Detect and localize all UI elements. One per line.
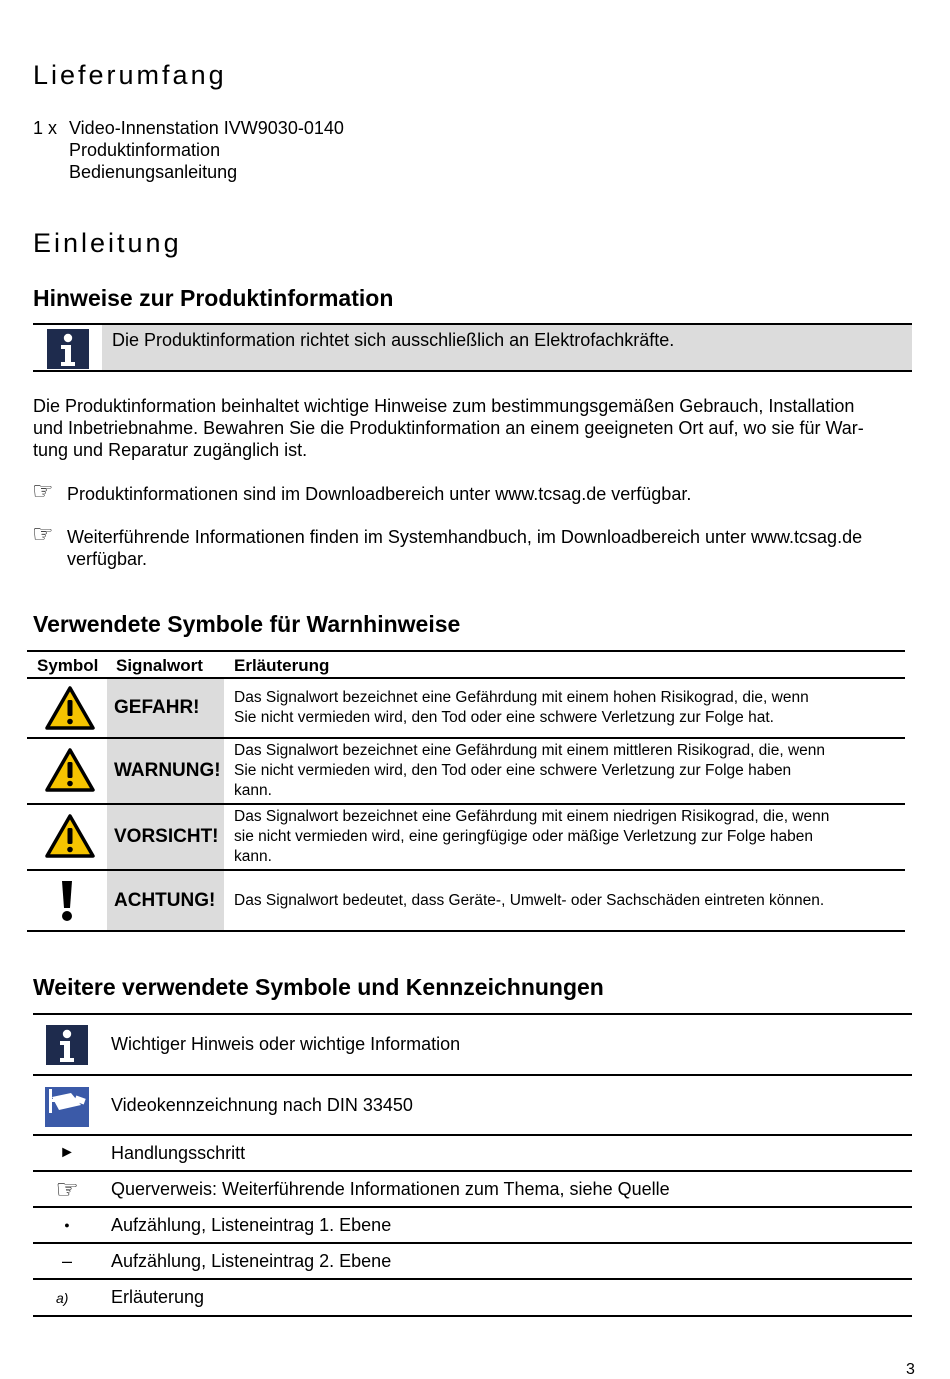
delivery-quantity: 1 x — [33, 118, 58, 138]
arrow-right-icon: ► — [59, 1144, 75, 1161]
signal-description — [234, 871, 901, 930]
table-row — [27, 679, 905, 739]
symbol-description: Wichtiger Hinweis oder wichtige Information — [111, 1034, 461, 1054]
section-title-einleitung: Einleitung — [33, 228, 182, 258]
delivery-item: Produktinformation — [69, 140, 221, 160]
reference-note: Produktinformationen sind im Downloadbereich unter www.tcsag.de verfügbar. — [67, 484, 692, 504]
symbol-description: Handlungsschritt — [111, 1142, 246, 1163]
table-row — [27, 805, 905, 871]
signal-word: ACHTUNG! — [107, 871, 224, 930]
signal-word: WARNUNG! — [107, 739, 224, 803]
table-row — [33, 1172, 912, 1208]
paragraph-line: und Inbetriebnahme. Bewahren Sie die Produktinformation an einem geeigneten Ort auf, wo sie für War- — [33, 418, 864, 438]
reference-line: Weiterführende Informationen finden im Systemhandbuch, im Downloadbereich unter www.tcsag.de — [67, 527, 863, 547]
description-line: Das Signalwort bezeichnet eine Gefährdung mit einem hohen Risikograd, die, wenn — [234, 689, 809, 706]
bullet-icon: ● — [64, 1220, 70, 1230]
warning-triangle-icon — [44, 813, 96, 859]
paragraph-line: tung und Reparatur zugänglich ist. — [33, 440, 308, 460]
warning-triangle-icon — [44, 685, 96, 731]
signal-description — [234, 805, 901, 869]
symbol-description: Erläuterung — [111, 1287, 205, 1307]
table-row — [27, 871, 905, 932]
paragraph-line: Die Produktinformation beinhaltet wichtige Hinweise zum bestimmungsgemäßen Gebrauch, Installation — [33, 396, 855, 416]
table-row — [33, 1136, 912, 1172]
header-signalwort: Signalwort — [116, 656, 203, 675]
exclamation-icon — [60, 880, 74, 922]
page-number: 3 — [906, 1361, 915, 1378]
pointing-hand-icon: ☞ — [55, 1173, 79, 1204]
symbol-description: Aufzählung, Listeneintrag 2. Ebene — [111, 1250, 392, 1271]
description-line: Sie nicht vermieden wird, den Tod oder eine schwere Verletzung zur Folge hat. — [234, 709, 774, 726]
delivery-item: Video-Innenstation IVW9030-0140 — [69, 118, 344, 138]
header-erlaeuterung: Erläuterung — [234, 656, 330, 675]
info-notice-bar — [33, 323, 912, 372]
table-row — [33, 1015, 912, 1076]
section-title-lieferumfang: Lieferumfang — [33, 60, 227, 90]
section-title-warnsymbole: Verwendete Symbole für Warnhinweise — [33, 611, 461, 637]
table-row — [33, 1208, 912, 1244]
symbol-description: Videokennzeichnung nach DIN 33450 — [111, 1094, 413, 1115]
footnote-marker: a) — [56, 1289, 69, 1306]
description-line: Das Signalwort bezeichnet eine Gefährdung mit einem mittleren Risikograd, die, wenn — [234, 742, 826, 759]
info-notice-text: Die Produktinformation richtet sich ausschließlich an Elektrofachkräfte. — [102, 325, 912, 370]
section-title-hinweise: Hinweise zur Produktinformation — [33, 285, 394, 311]
header-symbol: Symbol — [37, 656, 99, 675]
symbol-description: Querverweis: Weiterführende Informationen zum Thema, siehe Quelle — [111, 1178, 670, 1199]
description-line: Das Signalwort bezeichnet eine Gefährdung mit einem niedrigen Risikograd, die, wenn — [234, 808, 830, 825]
description-line: Das Signalwort bedeutet, dass Geräte-, Umwelt- oder Sachschäden eintreten können. — [234, 891, 825, 909]
description-line: Sie nicht vermieden wird, den Tod oder eine schwere Verletzung zur Folge haben — [234, 762, 792, 779]
table-row — [33, 1076, 912, 1136]
table-row — [27, 739, 905, 805]
reference-line: verfügbar. — [67, 549, 148, 569]
signal-word: VORSICHT! — [107, 805, 224, 869]
table-row — [33, 1244, 912, 1280]
section-title-weitere-symbole: Weitere verwendete Symbole und Kennzeichnungen — [33, 974, 604, 1000]
signal-word: GEFAHR! — [107, 679, 224, 737]
description-line: kann. — [234, 782, 272, 799]
delivery-item: Bedienungsanleitung — [69, 162, 238, 182]
table-header — [27, 650, 905, 679]
symbol-description: Aufzählung, Listeneintrag 1. Ebene — [111, 1214, 392, 1235]
video-camera-icon — [45, 1083, 89, 1127]
description-line: kann. — [234, 848, 272, 865]
warning-triangle-icon — [44, 747, 96, 793]
pointing-hand-icon: ☞ — [32, 478, 54, 505]
table-row — [33, 1280, 912, 1317]
intro-paragraph — [33, 395, 913, 461]
dash-icon: – — [61, 1250, 72, 1271]
reference-note — [67, 526, 862, 570]
info-icon — [47, 329, 89, 369]
pointing-hand-icon: ☞ — [32, 521, 54, 548]
info-icon — [46, 1025, 88, 1065]
description-line: sie nicht vermieden wird, eine geringfügige oder mäßige Verletzung zur Folge haben — [234, 828, 814, 845]
signal-description — [234, 679, 901, 737]
signal-description — [234, 739, 901, 803]
